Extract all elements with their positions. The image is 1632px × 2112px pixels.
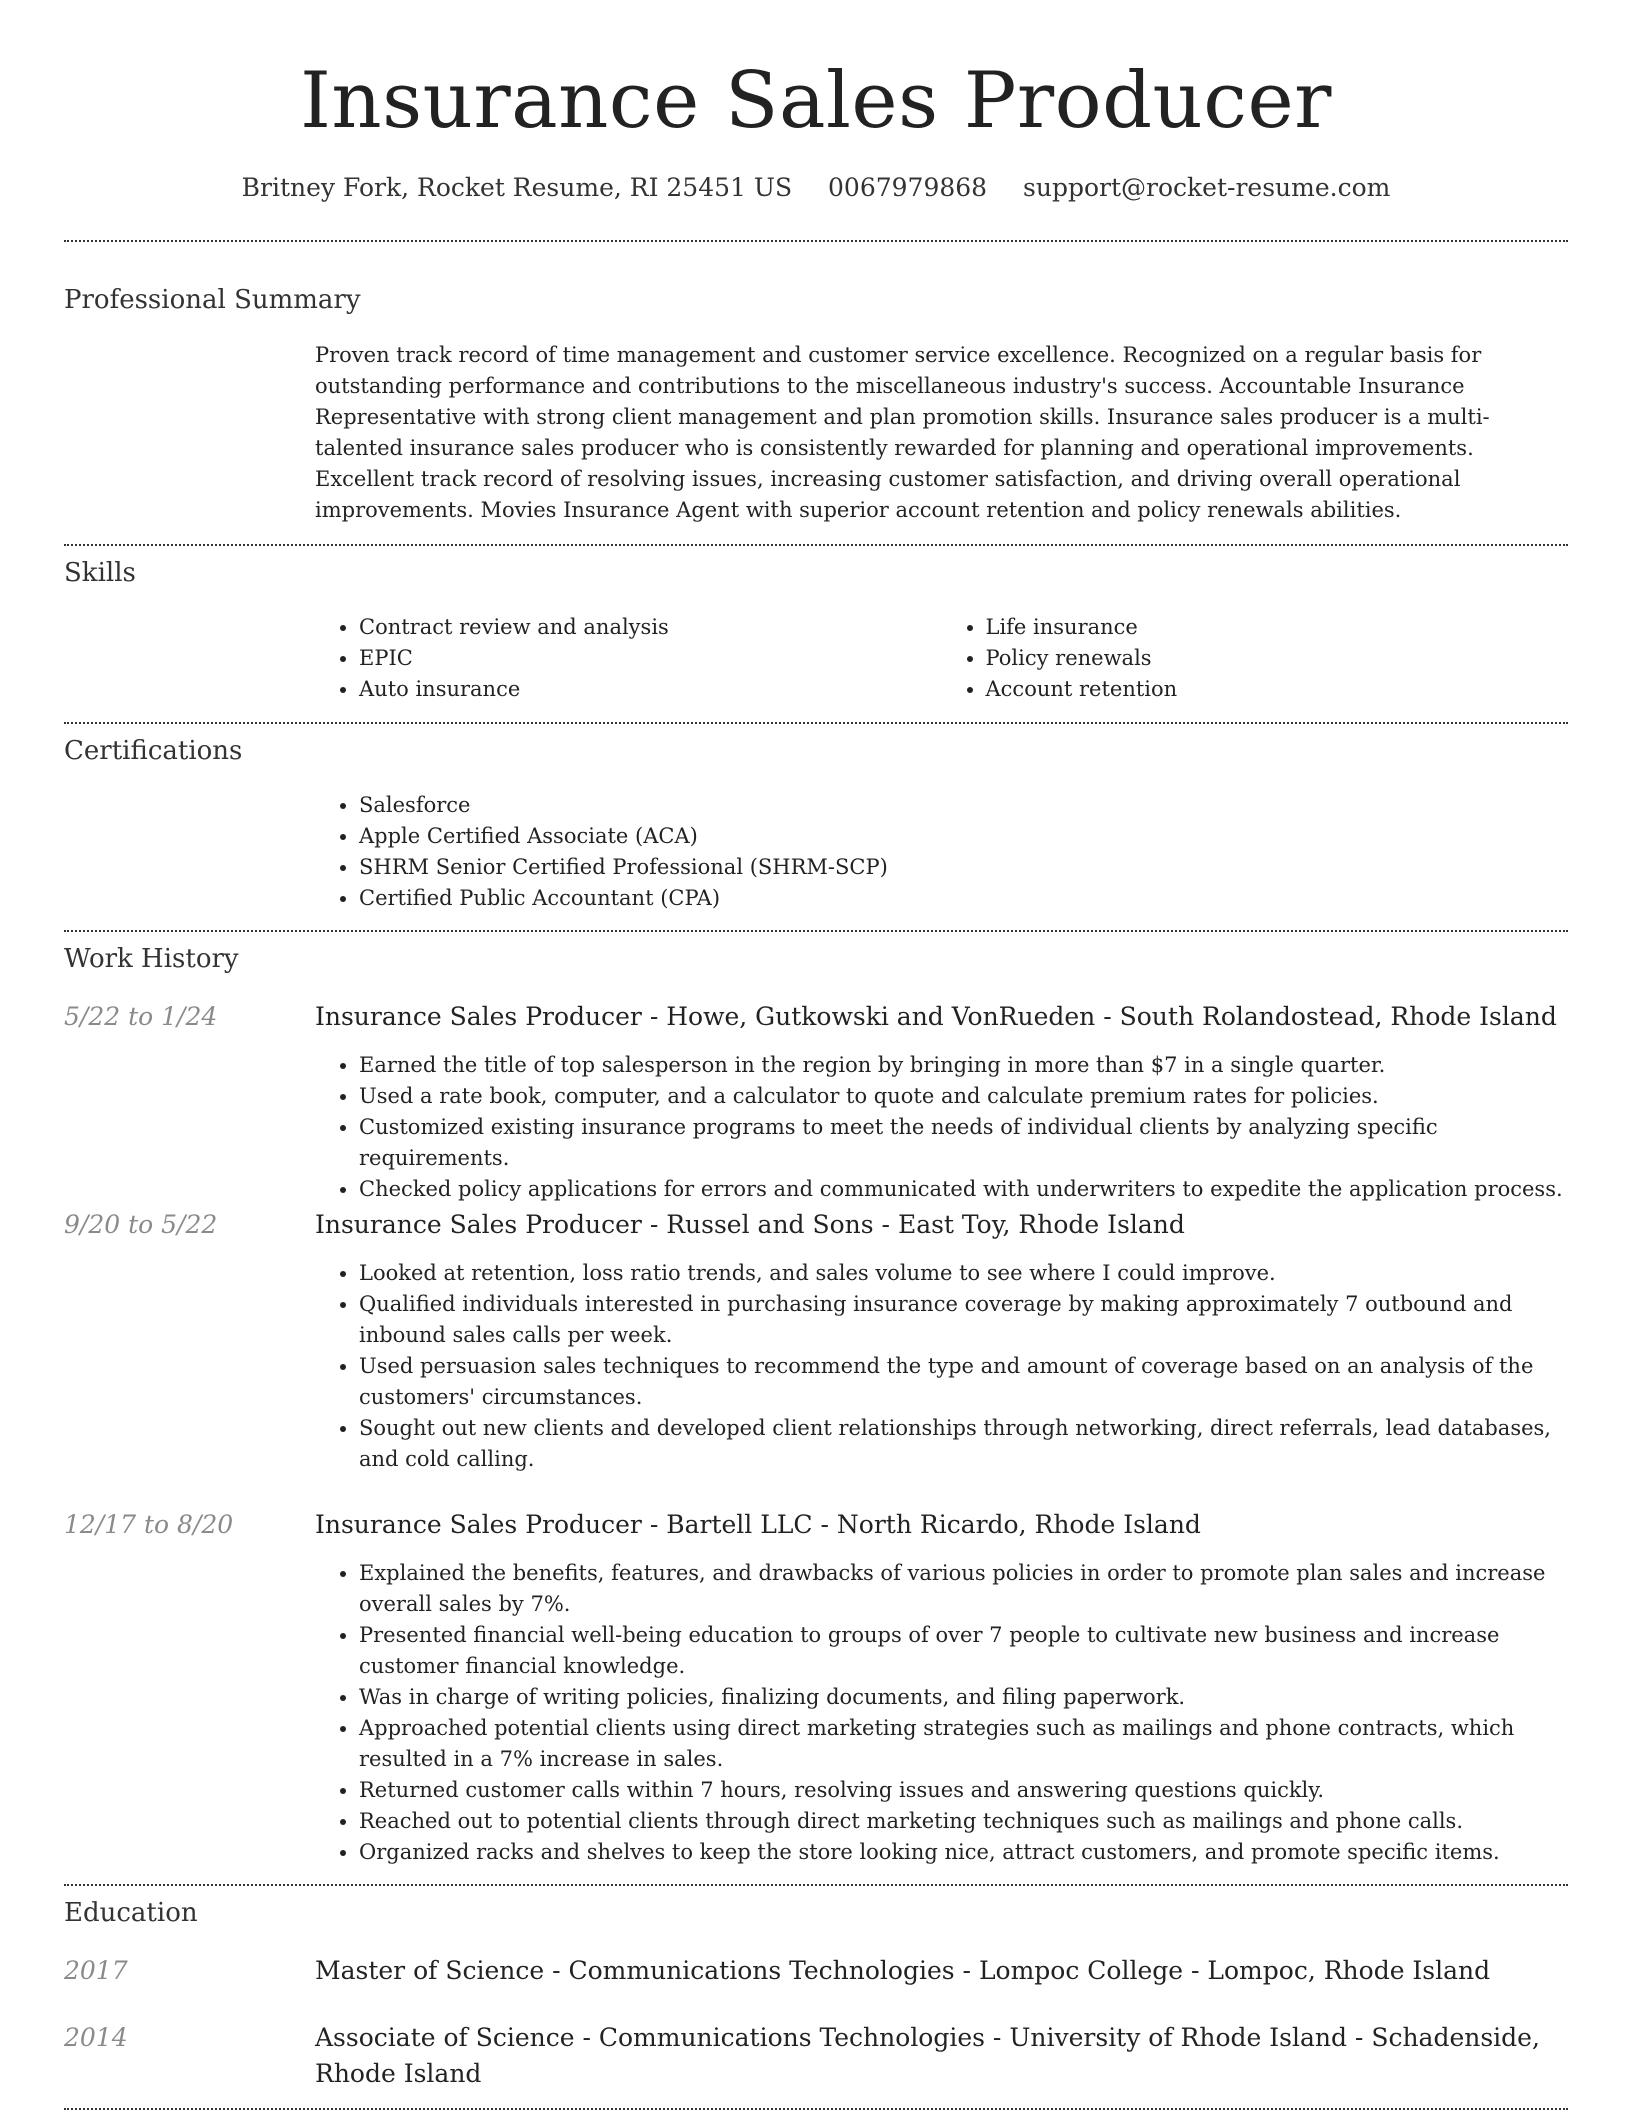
job-bullet: • Checked policy applications for errors and communicated with underwriters to expedite the application process. xyxy=(359,1174,1568,1205)
skills-column-right xyxy=(942,612,1569,705)
job-bullet: • Approached potential clients using direct marketing strategies such as mailings and phone contracts, which resulted in a 7% increase in sales. xyxy=(359,1713,1568,1775)
contact-address: Britney Fork, Rocket Resume, RI 25451 US xyxy=(241,173,793,202)
contact-line xyxy=(0,170,1632,206)
job-bullet: • Organized racks and shelves to keep the store looking nice, attract customers, and promote specific items. xyxy=(359,1837,1568,1868)
job-bullet: • Reached out to potential clients through direct marketing techniques such as mailings and phone calls. xyxy=(359,1806,1568,1837)
skills-grid xyxy=(315,612,1568,705)
education-entry: Master of Science - Communications Technologies - Lompoc College - Lompoc, Rhode Island xyxy=(315,1956,1491,1985)
certification-item: • SHRM Senior Certified Professional (SHRM-SCP) xyxy=(359,852,1568,883)
job-bullet: • Explained the benefits, features, and drawbacks of various policies in order to promote plan sales and increase overall sales by 7%. xyxy=(359,1558,1568,1620)
job-title: Insurance Sales Producer - Bartell LLC - North Ricardo, Rhode Island xyxy=(315,1510,1201,1539)
job-bullet: • Sought out new clients and developed client relationships through networking, direct referrals, lead databases, and cold calling. xyxy=(359,1413,1568,1475)
divider xyxy=(64,544,1568,546)
job-bullet: • Qualified individuals interested in purchasing insurance coverage by making approximately 7 outbound and inbound sales calls per week. xyxy=(359,1289,1568,1351)
job-title: Insurance Sales Producer - Russel and Sons - East Toy, Rhode Island xyxy=(315,1210,1185,1239)
contact-phone: 0067979868 xyxy=(828,173,988,202)
job-dates: 9/20 to 5/22 xyxy=(64,1210,218,1239)
job-bullets xyxy=(315,1558,1568,1868)
certification-item: • Salesforce xyxy=(359,790,1568,821)
job-bullet: • Customized existing insurance programs to meet the needs of individual clients by analyzing specific requirements. xyxy=(359,1112,1568,1174)
contact-email[interactable]: support@rocket-resume.com xyxy=(1023,173,1391,202)
section-heading-summary: Professional Summary xyxy=(64,285,361,315)
job-dates: 12/17 to 8/20 xyxy=(64,1510,234,1539)
certification-item: • Certified Public Accountant (CPA) xyxy=(359,883,1568,914)
job-bullet: • Used a rate book, computer, and a calculator to quote and calculate premium rates for policies. xyxy=(359,1081,1568,1112)
job-bullet: • Earned the title of top salesperson in the region by bringing in more than $7 in a single quarter. xyxy=(359,1050,1568,1081)
certifications-list xyxy=(315,790,1568,914)
education-year: 2017 xyxy=(64,1956,128,1985)
divider xyxy=(64,2108,1568,2110)
divider xyxy=(64,240,1568,242)
skill-item: • Auto insurance xyxy=(359,674,942,705)
education-year: 2014 xyxy=(64,2023,128,2052)
skill-item: • Contract review and analysis xyxy=(359,612,942,643)
job-bullet: • Used persuasion sales techniques to recommend the type and amount of coverage based on an analysis of the customers' circumstances. xyxy=(359,1351,1568,1413)
section-heading-certifications: Certifications xyxy=(64,736,243,766)
skills-column-left xyxy=(315,612,942,705)
skill-item: • Life insurance xyxy=(986,612,1569,643)
skill-item: • Account retention xyxy=(986,674,1569,705)
job-bullet: • Presented financial well-being education to groups of over 7 people to cultivate new business and increase customer financial knowledge. xyxy=(359,1620,1568,1682)
skill-item: • EPIC xyxy=(359,643,942,674)
divider xyxy=(64,722,1568,724)
summary-text: Proven track record of time management and customer service excellence. Recognized on a regular basis for outstanding performance and contributions to the miscellaneous industry's success. Accountable Insurance Representative with strong client management and plan promotion skills. Insurance sales producer is a multi-talented insurance sales producer who is consistently rewarded for planning and operational improvements. Excellent track record of resolving issues, increasing customer satisfaction, and driving overall operational improvements. Movies Insurance Agent with superior account retention and policy renewals abilities. xyxy=(315,343,1490,522)
resume-title: Insurance Sales Producer xyxy=(300,56,1332,146)
divider xyxy=(64,930,1568,932)
job-bullet: • Was in charge of writing policies, finalizing documents, and filing paperwork. xyxy=(359,1682,1568,1713)
skill-item: • Policy renewals xyxy=(986,643,1569,674)
job-bullet: • Returned customer calls within 7 hours, resolving issues and answering questions quickly. xyxy=(359,1775,1568,1806)
job-title: Insurance Sales Producer - Howe, Gutkowski and VonRueden - South Rolandostead, Rhode Island xyxy=(315,1002,1557,1031)
job-dates: 5/22 to 1/24 xyxy=(64,1002,218,1031)
certification-item: • Apple Certified Associate (ACA) xyxy=(359,821,1568,852)
section-heading-skills: Skills xyxy=(64,558,136,588)
divider xyxy=(64,1884,1568,1886)
section-heading-work-history: Work History xyxy=(64,944,239,974)
section-heading-education: Education xyxy=(64,1898,198,1928)
job-bullets xyxy=(315,1258,1568,1475)
job-bullet: • Looked at retention, loss ratio trends, and sales volume to see where I could improve. xyxy=(359,1258,1568,1289)
education-entry: Associate of Science - Communications Technologies - University of Rhode Island - Schadenside, Rhode Island xyxy=(315,2023,1540,2088)
job-bullets xyxy=(315,1050,1568,1205)
